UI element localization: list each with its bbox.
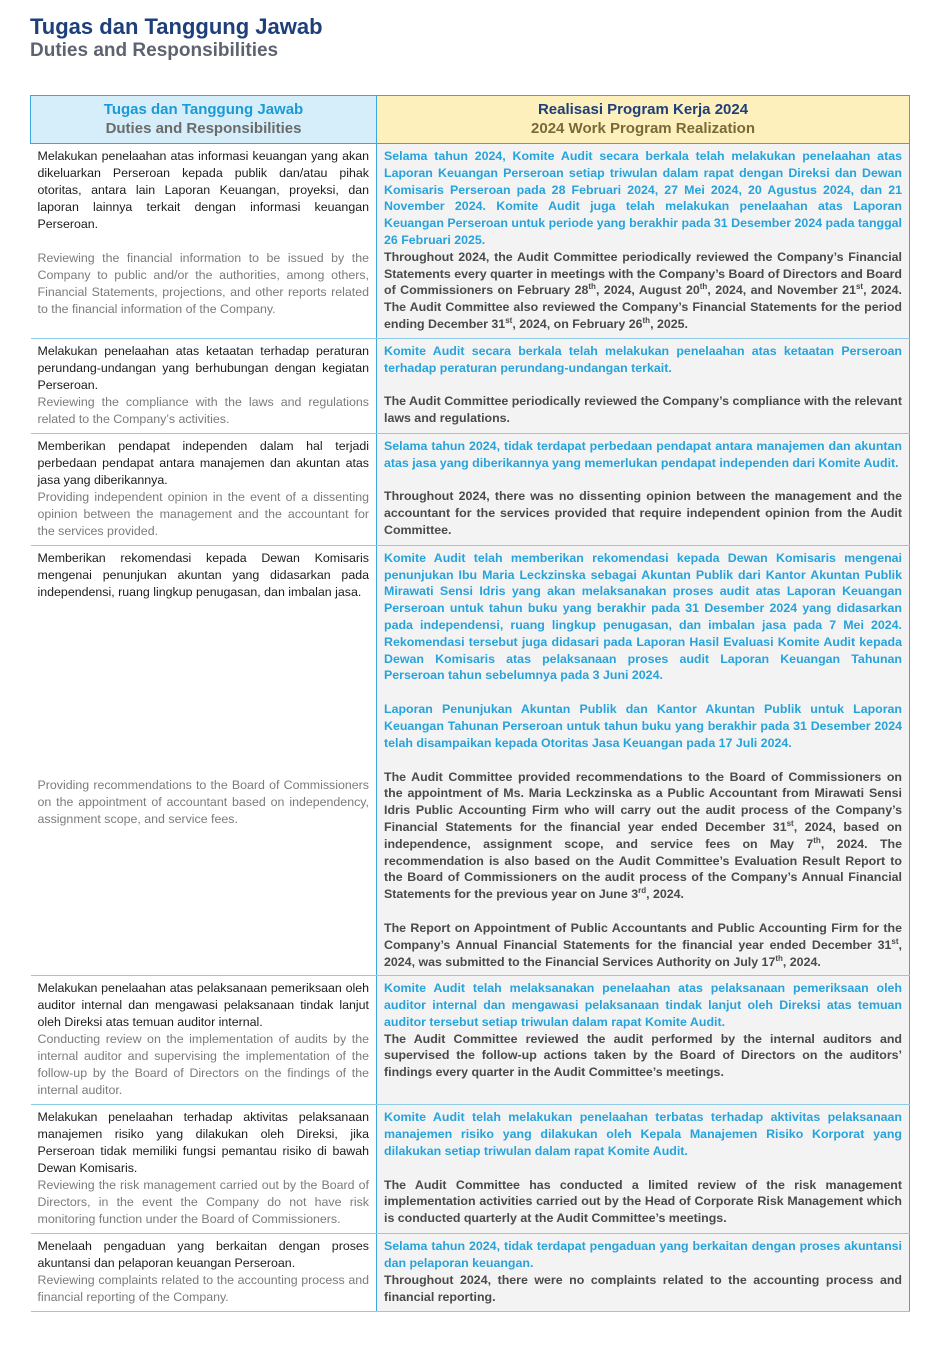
- duty-text-indonesian: Menelaah pengaduan yang berkaitan dengan proses akuntansi dan pelaporan keuangan Perseroan.: [37, 1239, 369, 1271]
- duty-text-indonesian: Melakukan penelaahan atas pelaksanaan pemeriksaan oleh auditor internal dan mengawasi pelaksanaan tindak lanjut oleh Direksi atas temuan auditor internal.: [37, 981, 369, 1030]
- realization-text-indonesian: Selama tahun 2024, Komite Audit secara berkala telah melakukan penelaahan atas Laporan Keuangan Perseroan setiap triwulan dalam rapat dengan Direksi dan Dewan Komisaris Perseroan pada 28 Februari 2024, 27 Mei 2024, 20 Agustus 2024, dan 21 November 2024. Komite Audit juga telah melakukan penelaahan atas Laporan Keuangan Perseroan untuk periode yang berakhir pada 31 Desember 2024 pada tanggal 26 Februari 2025.: [384, 149, 902, 247]
- realization-text-english: Throughout 2024, there was no dissenting opinion between the management and the accountant for the services provided that require independent opinion from the Audit Committee.: [384, 489, 902, 537]
- duty-cell: [31, 976, 377, 1105]
- duty-cell: [31, 338, 377, 433]
- duty-text-english: Reviewing the risk management carried out by the Board of Directors, in the event the Company do not have risk monitoring function under the Board of Commissioners.: [37, 1178, 369, 1227]
- duty-text-english: Providing independent opinion in the event of a dissenting opinion between the management and the accountant for the services provided.: [37, 489, 369, 538]
- header-realization-english: 2024 Work Program Realization: [531, 120, 755, 137]
- realization-text-indonesian: Komite Audit telah melaksanakan penelaahan atas pelaksanaan pemeriksaan oleh auditor internal dan mengawasi pelaksanaan tindak lanjut oleh Direksi atas temuan auditor tersebut setiap triwulan dalam rapat Komite Audit.: [384, 981, 902, 1029]
- duty-text-english: Reviewing complaints related to the accounting process and financial reporting of the Company.: [37, 1273, 369, 1305]
- realization-text-english: The Audit Committee provided recommendations to the Board of Commissioners on the appointment of Ms. Maria Leckzinska as a Public Accountant from Mirawati Sensi Idris Public Accounting Firm who will carry out the audit process of the Company’s Financial Statements for the financial year ended December 31st, 2024, based on independence, assignment scope, and service fees on May 7th, 2024. The recommendation is also based on the Audit Committee’s Evaluation Result Report to the Board of Commissioners on the audit process of the Company’s Annual Financial Statements for the previous year on June 3rd, 2024.: [384, 769, 903, 902]
- realization-text-english: The Report on Appointment of Public Accountants and Public Accounting Firm for the Company’s Annual Financial Statements for the financial year ended December 31st, 2024, was submitted to the Financial Services Authority on July 17th, 2024.: [384, 920, 902, 969]
- realization-text-indonesian: Selama tahun 2024, tidak terdapat pengaduan yang berkaitan dengan proses akuntansi dan pelaporan keuangan.: [384, 1239, 902, 1271]
- duty-text-english: Conducting review on the implementation of audits by the internal auditor and supervising the implementation of the follow-up by the Board of Directors on the findings of the internal auditor.: [37, 1032, 369, 1098]
- realization-cell: [377, 433, 910, 545]
- table-row: [31, 976, 910, 1105]
- duty-cell: [31, 144, 377, 339]
- duty-text-indonesian: Melakukan penelaahan atas ketaatan terhadap peraturan perundang-undangan yang berhubungan dengan kegiatan Perseroan.: [37, 343, 369, 392]
- realization-cell: [377, 338, 910, 433]
- duty-text-indonesian: Melakukan penelaahan terhadap aktivitas pelaksanaan manajemen risiko yang dilakukan oleh Direksi, jika Perseroan tidak memiliki fungsi pemantau risiko di bawah Dewan Komisaris.: [37, 1110, 369, 1176]
- realization-text-indonesian: Komite Audit telah melakukan penelaahan terbatas terhadap aktivitas pelaksanaan manajemen risiko yang dilakukan oleh Kepala Manajemen Risiko Korporat yang dilakukan setiap triwulan dalam rapat Komite Audit.: [384, 1110, 902, 1158]
- table-row: [31, 1105, 910, 1234]
- realization-text-english: Throughout 2024, the Audit Committee periodically reviewed the Company’s Financial Statements every quarter in meetings with the Company’s Board of Directors and Board of Commissioners on February 28th, 2024, August 20th, 2024, and November 21st, 2024. The Audit Committee also reviewed the Company’s Financial Statements for the period ending December 31st, 2024, on February 26th, 2025.: [384, 249, 902, 331]
- realization-text-english: The Audit Committee periodically reviewed the Company’s compliance with the relevant laws and regulations.: [384, 394, 902, 426]
- realization-cell: [377, 976, 910, 1105]
- duty-cell: [31, 1234, 377, 1312]
- duty-cell: [31, 433, 377, 545]
- header-duties-indonesian: Tugas dan Tanggung Jawab: [103, 101, 304, 118]
- table-row: [31, 545, 910, 976]
- page-title-english: Duties and Responsibilities: [30, 40, 279, 61]
- page-title-indonesian: Tugas dan Tanggung Jawab: [30, 14, 323, 39]
- table-row: [31, 433, 910, 545]
- realization-text-english: The Audit Committee reviewed the audit performed by the internal auditors and supervised the follow-up actions taken by the Board of Directors on the auditors’ findings every quarter in the Audit Committee’s meetings.: [384, 1031, 902, 1080]
- duty-cell: [31, 1105, 377, 1234]
- realization-cell: [377, 144, 910, 339]
- header-realization-indonesian: Realisasi Program Kerja 2024: [537, 101, 749, 118]
- realization-text-english: Throughout 2024, there were no complaints related to the accounting process and financial reporting.: [384, 1272, 902, 1304]
- table-row: [31, 144, 910, 339]
- duty-text-indonesian: Memberikan rekomendasi kepada Dewan Komisaris mengenai penunjukan akuntan yang didasarkan pada independensi, ruang lingkup penugasan, dan imbalan jasa.: [37, 550, 369, 599]
- duty-text-indonesian: Melakukan penelaahan atas informasi keuangan yang akan dikeluarkan Perseroan kepada publik dan/atau pihak otoritas, antara lain Laporan Keuangan, proyeksi, dan laporan lainnya terkait dengan informasi keuangan Perseroan.: [37, 149, 369, 231]
- header-duties-english: Duties and Responsibilities: [105, 120, 302, 137]
- duties-table: [30, 95, 910, 1312]
- realization-text-indonesian: Selama tahun 2024, tidak terdapat perbedaan pendapat antara manajemen dan akuntan atas jasa yang diberikannya yang memerlukan pendapat independen dari Komite Audit.: [384, 438, 902, 470]
- table-row: [31, 1234, 910, 1312]
- realization-text-indonesian: Komite Audit telah memberikan rekomendasi kepada Dewan Komisaris mengenai penunjukan Ibu Maria Leckzinska sebagai Akuntan Publik dari Kantor Akuntan Publik Mirawati Sensi Idris yang akan melaksanakan proses audit atas Laporan Keuangan Perseroan untuk tahun buku yang berakhir pada 31 Desember 2024 yang didasarkan pada independensi, ruang lingkup penugasan, dan imbalan jasa pada 7 Mei 2024. Rekomendasi tersebut juga didasari pada Laporan Hasil Evaluasi Komite Audit kepada Dewan Komisaris atas pelaksanaan proses audit Laporan Keuangan Tahunan Perseroan tahun sebelumnya pada 3 Juni 2024.: [384, 550, 902, 683]
- realization-text-english: The Audit Committee has conducted a limited review of the risk management implementation activities carried out by the Head of Corporate Risk Management which is conducted quarterly at the Audit Committee’s meetings.: [384, 1177, 902, 1226]
- duty-cell: [31, 545, 377, 976]
- realization-text-indonesian: Laporan Penunjukan Akuntan Publik dan Kantor Akuntan Publik untuk Laporan Keuangan Tahunan Perseroan untuk tahun buku yang berakhir pada 31 Desember 2024 telah disampaikan kepada Otoritas Jasa Keuangan pada 17 Juli 2024.: [384, 702, 902, 750]
- duty-text-english: Reviewing the compliance with the laws and regulations related to the Company’s activities.: [37, 394, 369, 426]
- header-realization: [377, 96, 910, 144]
- duty-text-english: Providing recommendations to the Board of Commissioners on the appointment of accountant based on independency, assignment scope, and service fees.: [37, 777, 369, 826]
- realization-cell: [377, 1234, 910, 1312]
- duty-text-english: Reviewing the financial information to be issued by the Company to public and/or the authorities, among others, Financial Statements, projections, and other reports related to the financial information of the Company.: [37, 251, 369, 316]
- table-header-row: [31, 96, 910, 144]
- realization-cell: [377, 545, 910, 976]
- duty-text-indonesian: Memberikan pendapat independen dalam hal terjadi perbedaan pendapat antara manajemen dan akuntan atas jasa yang diberikannya.: [37, 438, 369, 487]
- table-row: [31, 338, 910, 433]
- realization-cell: [377, 1105, 910, 1234]
- header-duties: [31, 96, 377, 144]
- realization-text-indonesian: Komite Audit secara berkala telah melakukan penelaahan atas ketaatan Perseroan terhadap peraturan perundang-undangan terkait.: [384, 343, 902, 375]
- page-title-block: [30, 14, 323, 62]
